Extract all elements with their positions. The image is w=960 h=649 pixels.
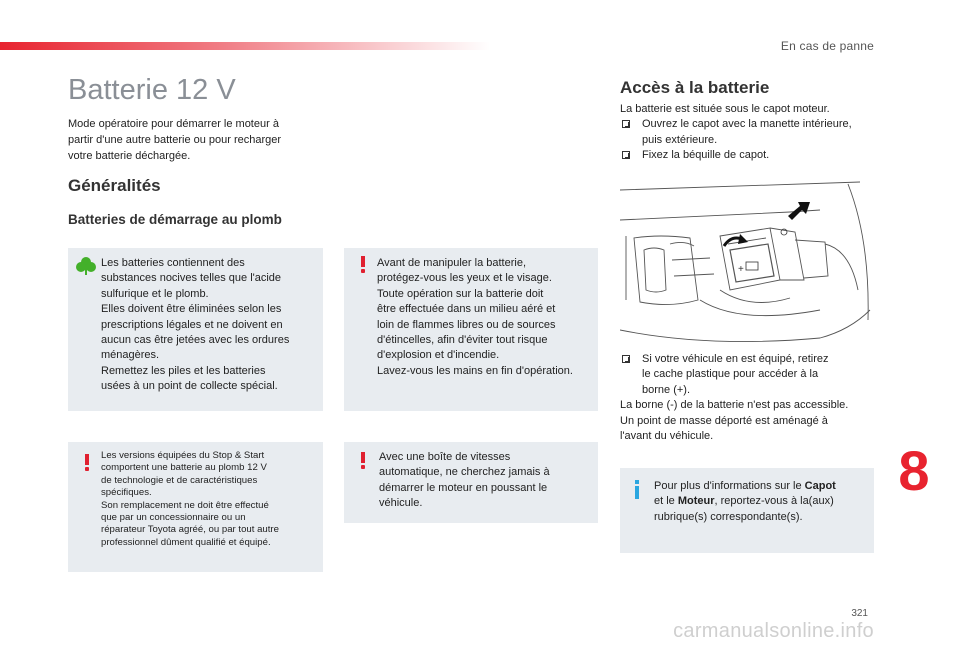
- intro-paragraph: [68, 116, 318, 164]
- hood-link-text: Capot: [804, 480, 836, 492]
- text-line: Ouvrez le capot avec la manette intérieure,: [642, 118, 852, 131]
- gearbox-warning-text: [379, 450, 550, 512]
- text-line: véhicule.: [379, 497, 423, 510]
- checkbox-bullet-icon: [622, 355, 630, 363]
- text-line: rubrique(s) correspondante(s).: [654, 510, 803, 523]
- page-title: Batterie 12 V: [68, 74, 236, 106]
- stop-start-warning-text: [101, 450, 279, 549]
- svg-text:+: +: [738, 264, 744, 275]
- text-line: aucun cas être jetées avec les ordures: [101, 334, 290, 347]
- text-line: prescriptions légales et ne doivent en: [101, 318, 283, 331]
- text-line: Les versions équipées du Stop & Start: [101, 450, 265, 461]
- eco-notice-box: [68, 248, 323, 411]
- text-line: borne (+).: [642, 383, 690, 396]
- intro-line: Mode opératoire pour démarrer le moteur à: [68, 118, 279, 130]
- text-line: réparateur Toyota agréé, ou par tout autre: [101, 524, 279, 536]
- text-line: Avant de manipuler la batterie,: [377, 257, 526, 269]
- text-line: Les batteries contiennent des: [101, 257, 245, 269]
- checkbox-bullet-icon: [622, 151, 630, 159]
- text-line: être effectuée dans un milieu aéré et: [377, 303, 556, 316]
- text-line: usées à un point de collecte spécial.: [101, 380, 278, 393]
- intro-line: partir d'une autre batterie ou pour recharger: [68, 134, 282, 146]
- page-number: 321: [851, 608, 868, 619]
- text-span: et le: [654, 495, 678, 508]
- safety-warning-box: [344, 248, 598, 411]
- gearbox-warning-box: [344, 442, 598, 523]
- text-line: puis extérieure.: [642, 133, 718, 146]
- battery-compartment-illustration: [620, 180, 874, 348]
- header-accent-bar: [0, 42, 490, 50]
- warning-icon: [360, 452, 366, 468]
- text-line: l'avant du véhicule.: [620, 430, 714, 443]
- subsection-title: Batteries de démarrage au plomb: [68, 212, 282, 227]
- text-span: , reportez-vous à la(aux): [714, 495, 834, 508]
- text-line: de technologie et de caractéristiques: [101, 474, 258, 486]
- text-line: spécifiques.: [101, 487, 152, 499]
- step-remove-cover: [620, 352, 880, 444]
- text-line: loin de flammes libres ou de sources: [377, 318, 556, 331]
- text-line: Lavez-vous les mains en fin d'opération.: [377, 364, 573, 377]
- chapter-title: En cas de panne: [780, 39, 874, 53]
- text-line: Son remplacement ne doit être effectué: [101, 499, 269, 511]
- warning-icon: [84, 454, 90, 470]
- text-line: La borne (-) de la batterie n'est pas accessible.: [620, 399, 849, 412]
- checkbox-bullet-icon: [622, 120, 630, 128]
- text-line: [654, 494, 836, 509]
- stop-start-warning-box: [68, 442, 323, 572]
- text-line: Un point de masse déporté est aménagé à: [620, 414, 828, 427]
- step-open-hood: [620, 117, 880, 148]
- section-title: Généralités: [68, 176, 161, 195]
- info-box: [620, 468, 874, 553]
- text-span: Pour plus d'informations sur le: [654, 480, 805, 492]
- warning-icon: [360, 256, 366, 272]
- safety-warning-text: [377, 256, 573, 379]
- text-line: Elles doivent être éliminées selon les: [101, 303, 282, 316]
- text-line: Si votre véhicule en est équipé, retirez: [642, 353, 829, 365]
- info-icon: [634, 480, 640, 500]
- text-line: Remettez les piles et les batteries: [101, 364, 266, 377]
- text-line: le cache plastique pour accéder à la: [642, 368, 819, 381]
- text-line: professionnel dûment qualifié et équipé.: [101, 536, 271, 548]
- text-line: que par un concessionnaire ou un: [101, 512, 246, 524]
- step-hood-stay: [620, 148, 880, 163]
- text-line: sulfurique et le plomb.: [101, 287, 209, 300]
- text-line: d'étincelles, afin d'éviter tout risque: [377, 334, 548, 347]
- text-line: comportent une batterie au plomb 12 V: [101, 462, 267, 474]
- text-line: Fixez la béquille de capot.: [642, 149, 770, 162]
- text-line: Avec une boîte de vitesses: [379, 451, 511, 463]
- text-line: d'explosion et d'incendie.: [377, 349, 500, 362]
- intro-line: votre batterie déchargée.: [68, 150, 191, 162]
- eco-notice-text: [101, 256, 289, 395]
- text-line: ménagères.: [101, 349, 160, 362]
- eco-leaf-icon: [76, 256, 96, 276]
- access-instructions: [620, 102, 880, 164]
- text-line: protégez-vous les yeux et le visage.: [377, 272, 552, 285]
- text-line: [654, 479, 836, 494]
- text-line: démarrer le moteur en poussant le: [379, 481, 548, 494]
- info-text: [654, 479, 836, 525]
- text-line: substances nocives telles que l'acide: [101, 272, 282, 285]
- access-intro: La batterie est située sous le capot moteur.: [620, 103, 830, 115]
- step-remove-cover-bullet: [620, 352, 880, 398]
- text-line: Toute opération sur la batterie doit: [377, 287, 544, 300]
- engine-link-text: Moteur: [677, 495, 715, 508]
- text-line: automatique, ne cherchez jamais à: [379, 466, 550, 479]
- chapter-number: 8: [898, 439, 930, 502]
- access-section-title: Accès à la batterie: [620, 78, 770, 97]
- watermark: carmanualsonline.info: [673, 620, 874, 642]
